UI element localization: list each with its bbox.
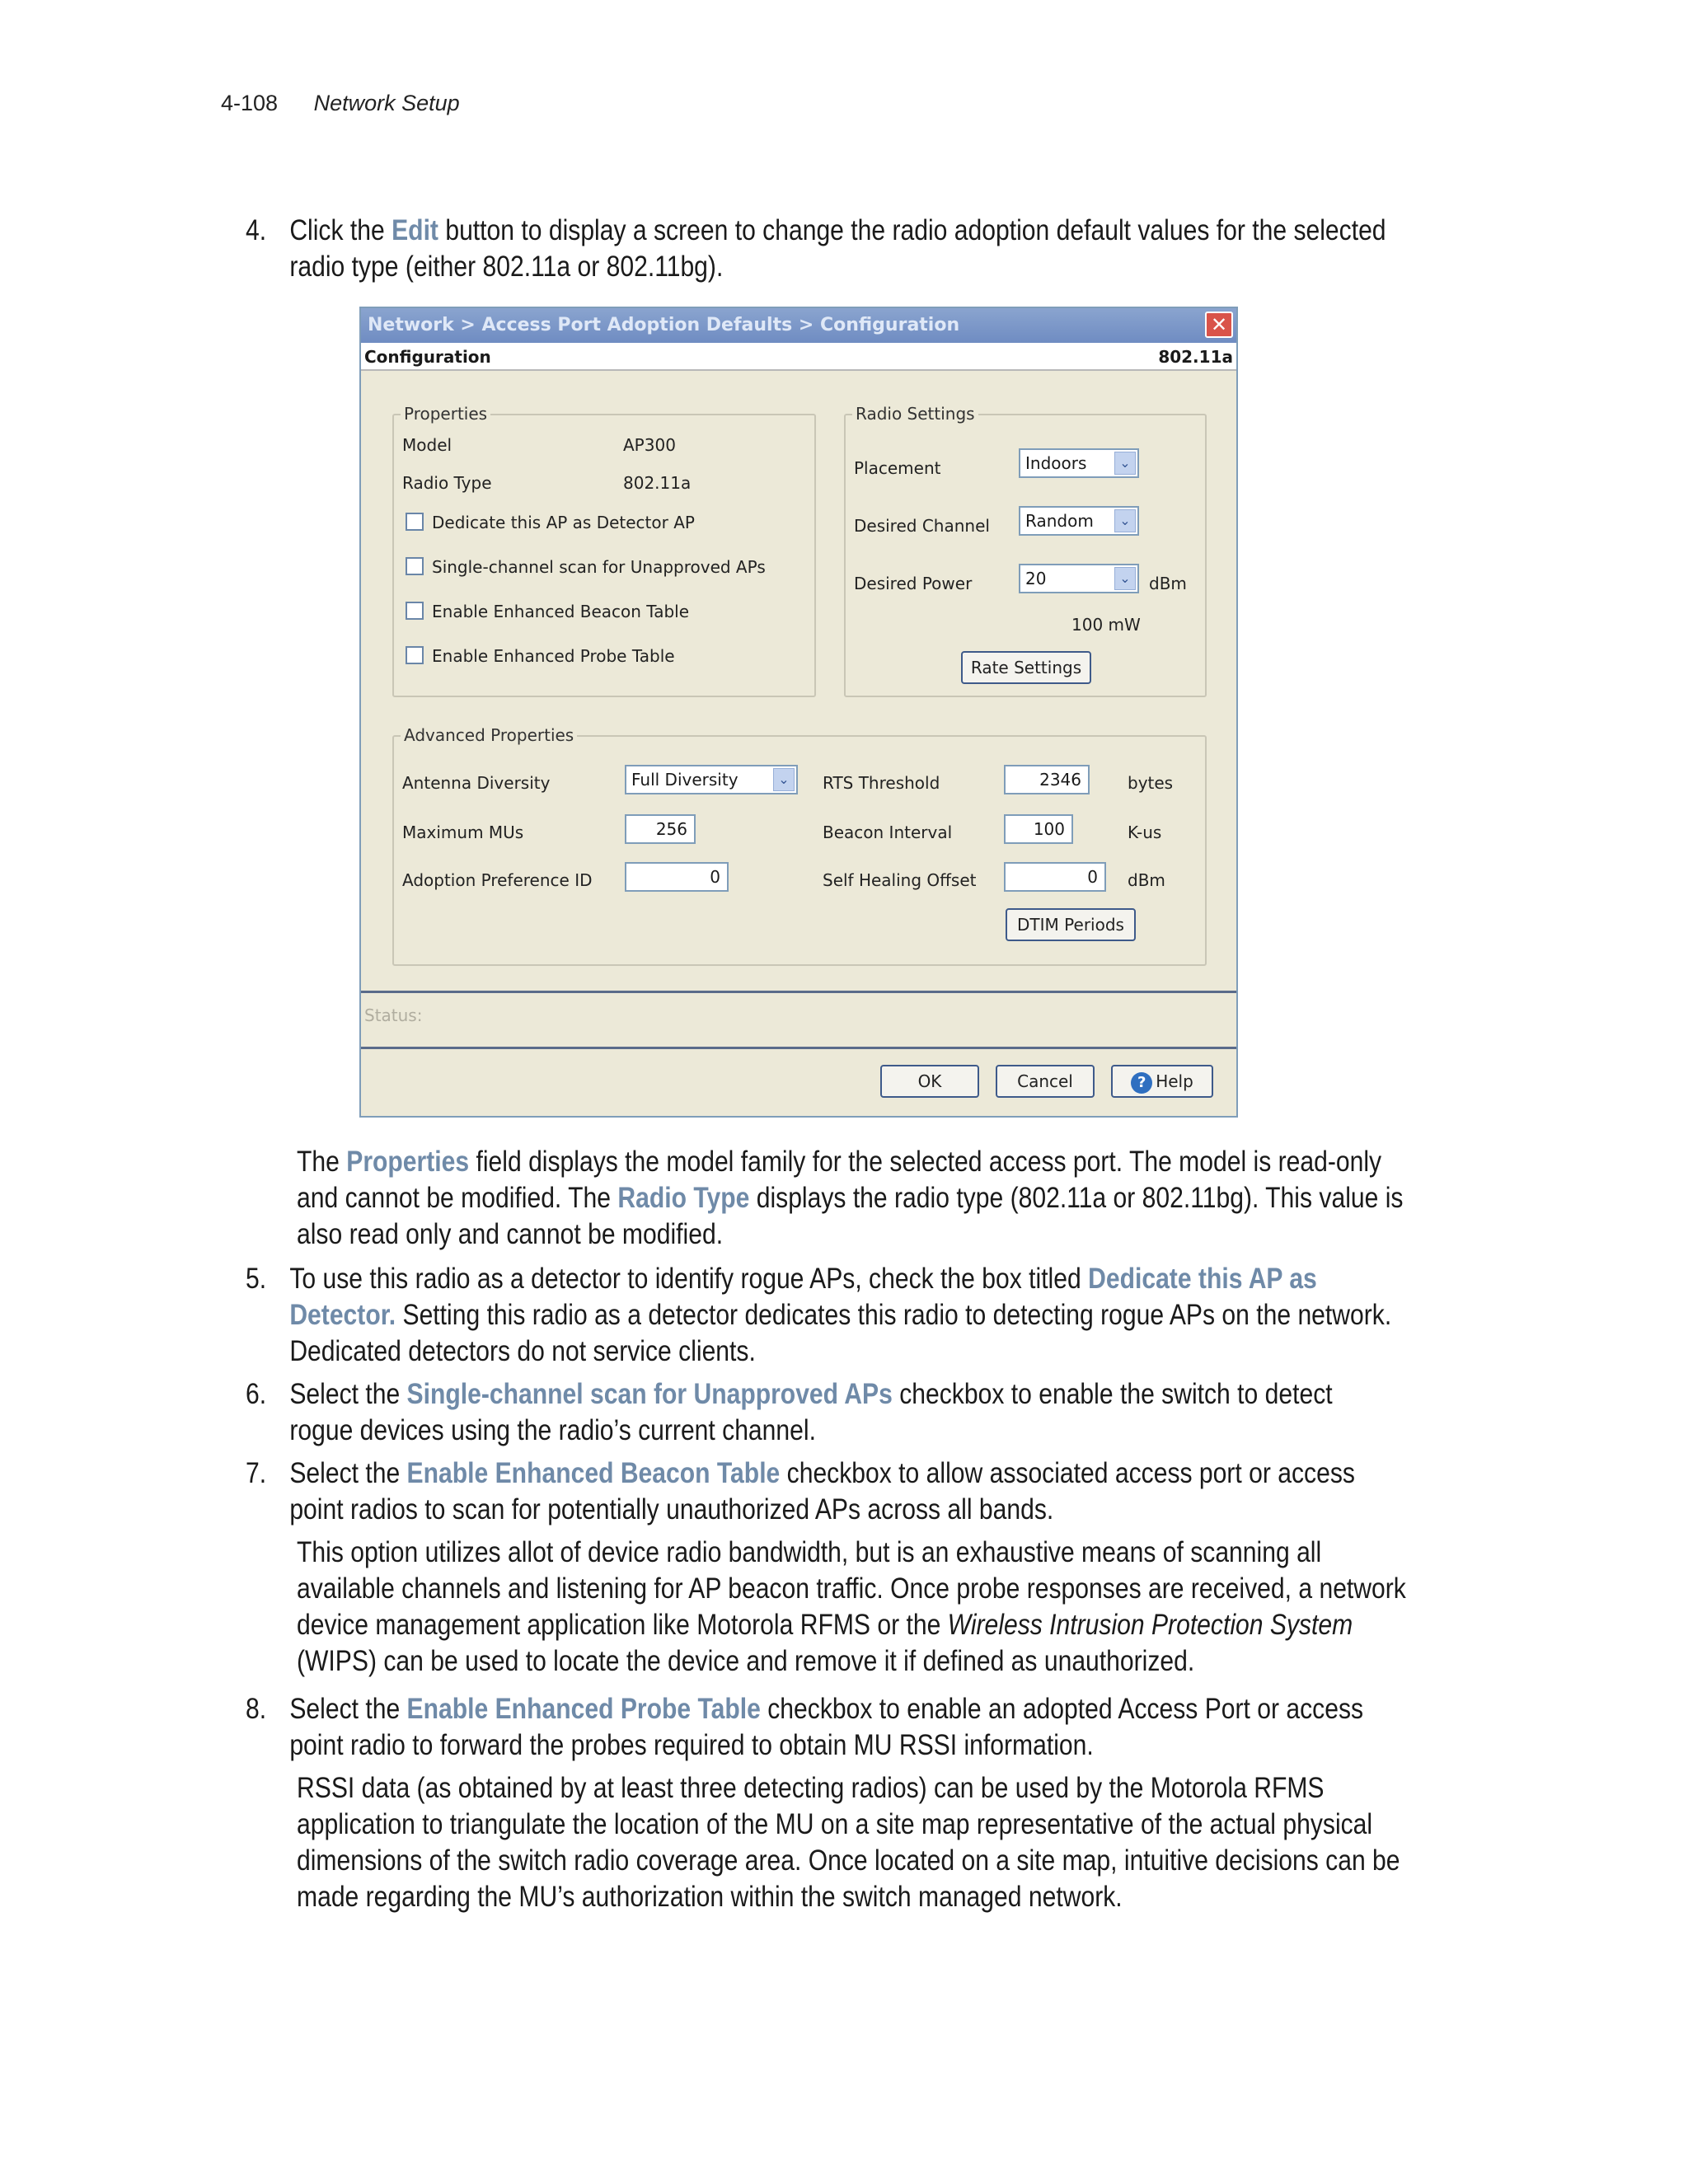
text: Setting this radio as a detector dedicates this radio to detecting rogue APs on the network. [396,1299,1392,1331]
beacon-paragraph [297,1535,1466,1680]
placement-label: Placement [854,458,941,478]
adoption-preference-input[interactable]: 0 [625,862,729,892]
step-number: 5. [246,1263,267,1295]
configuration-dialog [359,307,1238,1118]
desired-channel-select[interactable] [1019,506,1139,536]
keyword-dedicate-detector: Dedicate this AP as [1088,1263,1317,1295]
text: point radios to scan for potentially unauthorized APs across all bands. [289,1493,1054,1526]
maximum-mus-input[interactable]: 256 [625,814,696,844]
keyword-edit: Edit [392,214,438,246]
text: checkbox to enable an adopted Access Port or access [760,1693,1364,1725]
text: RSSI data (as obtained by at least three detecting radios) can be used by the Motorola RFMS [297,1772,1325,1804]
dtim-periods-button[interactable]: DTIM Periods [1006,908,1136,941]
step-number: 4. [246,214,267,246]
configuration-bar [361,343,1236,371]
desired-power-value: 20 [1025,569,1047,588]
self-healing-offset-unit: dBm [1128,870,1165,890]
step-number: 8. [246,1693,267,1725]
model-value: AP300 [623,435,676,455]
text: rogue devices using the radio’s current channel. [289,1414,816,1446]
desired-power-select[interactable] [1019,564,1139,593]
probe-table-label: Enable Enhanced Probe Table [432,646,675,666]
keyword-single-channel: Single-channel scan for Unapproved APs [406,1378,893,1410]
beacon-table-checkbox[interactable] [406,602,424,620]
keyword-radio-type: Radio Type [617,1182,750,1214]
text: made regarding the MU’s authorization within the switch managed network. [297,1881,1123,1913]
text: Dedicated detectors do not service clients. [289,1335,756,1367]
detector-ap-checkbox[interactable] [406,513,424,531]
text: also read only and cannot be modified. [297,1218,724,1250]
configuration-label: Configuration [364,347,491,367]
text: The [297,1146,347,1178]
step-6 [246,1376,1415,1449]
section-title: Network Setup [313,91,460,115]
single-channel-checkbox[interactable] [406,557,424,575]
chevron-down-icon[interactable]: ⌄ [1114,509,1136,532]
antenna-diversity-select[interactable] [625,765,798,794]
antenna-diversity-label: Antenna Diversity [402,773,551,793]
placement-value: Indoors [1025,453,1087,473]
chevron-down-icon[interactable]: ⌄ [1114,567,1136,590]
text: and cannot be modified. The [297,1182,618,1214]
status-label: Status: [364,1005,423,1025]
text: checkbox to enable the switch to detect [892,1378,1333,1410]
rts-threshold-unit: bytes [1128,773,1174,793]
placement-select[interactable] [1019,448,1139,478]
beacon-interval-label: Beacon Interval [823,823,953,842]
self-healing-offset-label: Self Healing Offset [823,870,977,890]
radio-type-value: 802.11a [623,473,692,493]
text: radio type (either 802.11a or 802.11bg). [289,251,724,283]
advanced-properties-group [392,725,1207,966]
divider [361,1047,1236,1049]
text: application to triangulate the location of the MU on a site map representative of the actual physical [297,1808,1373,1840]
text: button to display a screen to change the radio adoption default values for the selected [438,214,1386,246]
adoption-preference-label: Adoption Preference ID [402,870,593,890]
maximum-mus-label: Maximum MUs [402,823,524,842]
self-healing-offset-input[interactable]: 0 [1004,862,1106,892]
radio-type-label: Radio Type [402,473,492,493]
keyword-properties: Properties [346,1146,470,1178]
model-label: Model [402,435,452,455]
text: Click the [289,214,392,246]
radio-settings-group [844,404,1207,697]
desired-power-label: Desired Power [854,574,973,593]
dialog-title: Network > Access Port Adoption Defaults > Configuration [368,315,960,335]
ok-button[interactable]: OK [880,1065,979,1098]
power-milliwatts: 100 mW [1071,615,1141,635]
antenna-diversity-value: Full Diversity [631,770,738,790]
cancel-button[interactable]: Cancel [996,1065,1095,1098]
chevron-down-icon[interactable]: ⌄ [1114,452,1136,475]
text: available channels and listening for AP beacon traffic. Once probe responses are received, a network [297,1572,1406,1605]
page-number: 4-108 [221,91,279,115]
detector-ap-label: Dedicate this AP as Detector AP [432,513,695,532]
step-5 [246,1261,1415,1370]
rate-settings-button[interactable]: Rate Settings [961,651,1091,684]
advanced-properties-legend: Advanced Properties [401,725,577,745]
help-icon: ? [1131,1072,1152,1094]
page-header [221,91,460,116]
help-button[interactable] [1111,1065,1213,1098]
radio-settings-legend: Radio Settings [852,404,978,424]
single-channel-label: Single-channel scan for Unapproved APs [432,557,766,577]
text: dimensions of the switch radio coverage area. Once located on a site map, intuitive decisions can be [297,1844,1400,1877]
dialog-titlebar [361,308,1236,343]
chevron-down-icon[interactable]: ⌄ [773,768,795,791]
step-4 [246,213,1415,285]
text: This option utilizes allot of device radio bandwidth, but is an exhaustive means of scanning all [297,1536,1322,1568]
text: point radio to forward the probes required to obtain MU RSSI information. [289,1729,1094,1761]
probe-table-checkbox[interactable] [406,646,424,664]
text: To use this radio as a detector to identify rogue APs, check the box titled [289,1263,1089,1295]
text: checkbox to allow associated access port or access [780,1457,1355,1489]
text: Select the [289,1693,407,1725]
properties-paragraph [297,1144,1466,1253]
text: device management application like Motorola RFMS or the [297,1609,948,1641]
power-unit: dBm [1149,574,1187,593]
keyword-beacon-table: Enable Enhanced Beacon Table [406,1457,781,1489]
text-italic: Wireless Intrusion Protection System [947,1609,1353,1641]
close-icon[interactable]: ✕ [1205,312,1233,338]
properties-group [392,404,816,697]
help-label: Help [1156,1071,1193,1091]
beacon-table-label: Enable Enhanced Beacon Table [432,602,690,621]
text: Select the [289,1378,407,1410]
step-7 [246,1455,1415,1528]
radio-band-label: 802.11a [1158,347,1233,367]
rssi-paragraph [297,1770,1466,1915]
desired-channel-value: Random [1025,511,1094,531]
text: displays the radio type (802.11a or 802.11bg). This value is [749,1182,1404,1214]
properties-legend: Properties [401,404,490,424]
beacon-interval-unit: K-us [1128,823,1162,842]
text: field displays the model family for the selected access port. The model is read-only [469,1146,1382,1178]
rts-threshold-input[interactable]: 2346 [1004,765,1090,794]
step-number: 7. [246,1457,267,1489]
text: Select the [289,1457,407,1489]
keyword-detector: Detector. [289,1299,396,1331]
rts-threshold-label: RTS Threshold [823,773,940,793]
text: (WIPS) can be used to locate the device and remove it if defined as unauthorized. [297,1645,1195,1677]
desired-channel-label: Desired Channel [854,516,990,536]
keyword-probe-table: Enable Enhanced Probe Table [406,1693,761,1725]
step-number: 6. [246,1378,267,1410]
beacon-interval-input[interactable]: 100 [1004,814,1073,844]
divider [361,991,1236,993]
step-8 [246,1691,1415,1764]
